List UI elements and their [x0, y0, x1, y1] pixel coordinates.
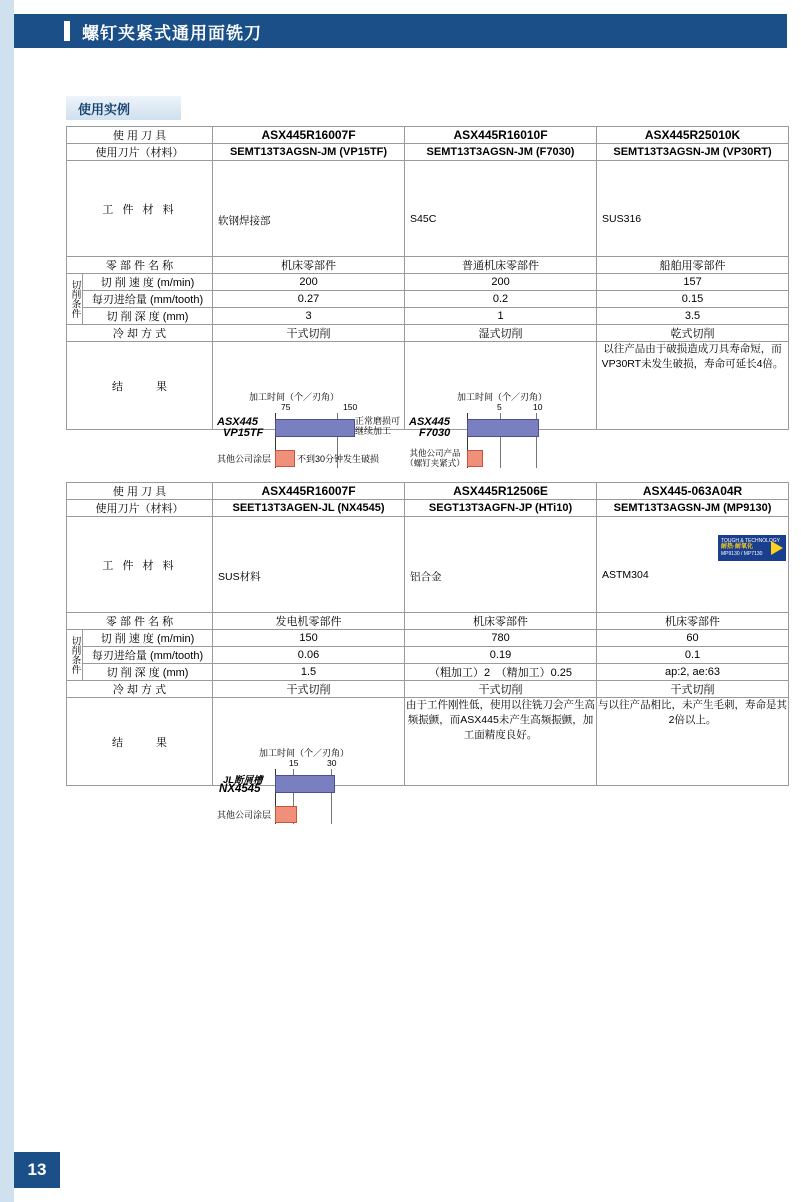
chart-3-series-label-1b: NX4545 [219, 782, 261, 795]
table-row [67, 144, 789, 161]
workpiece-cell-3 [597, 517, 789, 613]
chart-3-bar-competitor [275, 806, 297, 823]
part-3: 船舶用零部件 [597, 257, 789, 274]
table-row [67, 613, 789, 630]
row-label-insert: 使用刀片（材料） [67, 144, 213, 161]
part-2: 机床零部件 [405, 613, 597, 630]
page-title: 螺钉夹紧式通用面铣刀 [82, 23, 262, 43]
speed-2: 780 [405, 630, 597, 647]
chart-3-series-label-2: 其他公司涂层 [217, 809, 272, 820]
row-label-result: 结 果 [67, 698, 213, 786]
workpiece-material-2: S45C [410, 212, 437, 225]
table-row [67, 647, 789, 664]
speed-1: 200 [213, 274, 405, 291]
coolant-2: 干式切削 [405, 681, 597, 698]
row-label-result: 结 果 [67, 342, 213, 430]
speed-3: 60 [597, 630, 789, 647]
row-label-depth: 切 削 深 度 (mm) [83, 664, 213, 681]
section-label-text: 使用实例 [78, 101, 131, 117]
section-label [66, 96, 181, 120]
table-row [67, 257, 789, 274]
sticker-line-2: 耐热·耐氧化 [721, 543, 754, 550]
feed-2: 0.2 [405, 291, 597, 308]
table-row [67, 681, 789, 698]
part-1: 发电机零部件 [213, 613, 405, 630]
row-label-workpiece: 工 件 材 料 [67, 161, 213, 257]
depth-1: 3 [213, 308, 405, 325]
header-accent-bar [64, 21, 70, 41]
usage-example-table-1 [66, 126, 789, 468]
table-row-result [67, 342, 789, 430]
chart-2-bar-asx445 [467, 419, 539, 437]
chart-2-series-label-2: 其他公司产品（螺钉夹紧式） [405, 447, 465, 468]
insert-3: SEMT13T3AGSN-JM (VP30RT) [597, 144, 789, 161]
chart-1-series-label-2: 其他公司涂层 [217, 453, 272, 464]
result-text-3: 与以往产品相比，未产生毛刺，寿命是其2倍以上。 [597, 698, 789, 786]
result-cell-1 [213, 698, 405, 820]
row-label-coolant: 冷 却 方 式 [67, 325, 213, 342]
chart-1-title: 加工时间（个／刃角） [249, 391, 340, 402]
row-label-tool: 使 用 刀 具 [67, 483, 213, 500]
workpiece-material-3: SUS316 [602, 212, 642, 225]
table-row [67, 308, 789, 325]
row-label-tool: 使 用 刀 具 [67, 127, 213, 144]
workpiece-material-3: ASTM304 [602, 568, 649, 581]
chart-3-title: 加工时间（个／刃角） [259, 747, 350, 758]
row-label-cutting-conditions: 切削条件 [67, 274, 83, 325]
insert-1: SEET13T3AGEN-JL (NX4545) [213, 500, 405, 517]
feed-2: 0.19 [405, 647, 597, 664]
part-1: 机床零部件 [213, 257, 405, 274]
tool-2: ASX445R12506E [405, 483, 597, 500]
workpiece-material-1: 软钢焊接部 [218, 214, 271, 227]
product-badge-sticker [718, 535, 786, 561]
row-label-speed: 切 削 速 度 (m/min) [83, 630, 213, 647]
part-2: 普通机床零部件 [405, 257, 597, 274]
result-text-3: 以往产品由于破损造成刀具寿命短，而VP30RT未发生破损，寿命可延长4倍。 [597, 342, 789, 430]
table-row [67, 291, 789, 308]
insert-3: SEMT13T3AGSN-JM (MP9130) [597, 500, 789, 517]
feed-1: 0.27 [213, 291, 405, 308]
table-row [67, 127, 789, 144]
depth-3: ap:2, ae:63 [597, 664, 789, 681]
coolant-3: 乾式切削 [597, 325, 789, 342]
chart-3-tick-2: 30 [327, 757, 337, 768]
part-3: 机床零部件 [597, 613, 789, 630]
result-cell-1 [213, 342, 405, 464]
depth-2: （粗加工）2 （精加工）0.25 [405, 664, 597, 681]
depth-2: 1 [405, 308, 597, 325]
chart-1-tick-1: 75 [281, 401, 291, 412]
page-number: 13 [14, 1152, 60, 1188]
depth-3: 3.5 [597, 308, 789, 325]
tool-1: ASX445R16007F [213, 483, 405, 500]
chart-1-tick-2: 150 [343, 401, 358, 412]
chart-2-tick-2: 10 [533, 401, 543, 412]
table-row [67, 664, 789, 681]
feed-1: 0.06 [213, 647, 405, 664]
speed-3: 157 [597, 274, 789, 291]
table-row [67, 483, 789, 500]
row-label-part: 零 部 件 名 称 [67, 257, 213, 274]
tool-2: ASX445R16010F [405, 127, 597, 144]
speed-1: 150 [213, 630, 405, 647]
table-row [67, 630, 789, 647]
row-label-part: 零 部 件 名 称 [67, 613, 213, 630]
table-row [67, 500, 789, 517]
row-label-feed: 每刃进给量 (mm/tooth) [83, 291, 213, 308]
tool-1: ASX445R16007F [213, 127, 405, 144]
workpiece-cell-3 [597, 161, 789, 257]
insert-2: SEMT13T3AGSN-JM (F7030) [405, 144, 597, 161]
row-label-coolant: 冷 却 方 式 [67, 681, 213, 698]
sticker-arrow-icon [771, 541, 783, 555]
tool-3: ASX445R25010K [597, 127, 789, 144]
row-label-insert: 使用刀片（材料） [67, 500, 213, 517]
coolant-1: 干式切削 [213, 681, 405, 698]
chart-1-bar-competitor [275, 450, 295, 467]
chart-1-bar-asx445 [275, 419, 355, 437]
workpiece-cell-2 [405, 517, 597, 613]
table-row [67, 274, 789, 291]
workpiece-material-1: SUS材料 [218, 570, 261, 583]
insert-1: SEMT13T3AGSN-JM (VP15TF) [213, 144, 405, 161]
result-cell-2 [405, 342, 597, 468]
row-label-speed: 切 削 速 度 (m/min) [83, 274, 213, 291]
table-row-workpiece [67, 161, 789, 257]
coolant-1: 干式切削 [213, 325, 405, 342]
insert-2: SEGT13T3AGFN-JP (HTi10) [405, 500, 597, 517]
coolant-3: 干式切削 [597, 681, 789, 698]
row-label-cutting-conditions: 切削条件 [67, 630, 83, 681]
row-label-depth: 切 削 深 度 (mm) [83, 308, 213, 325]
usage-example-table-2 [66, 482, 789, 820]
chart-1-series-label-1a: ASX445 [217, 415, 258, 428]
feed-3: 0.1 [597, 647, 789, 664]
row-label-workpiece: 工 件 材 料 [67, 517, 213, 613]
chart-2-bar-competitor [467, 450, 483, 467]
chart-1-series-label-1b: VP15TF [223, 426, 264, 439]
table-row-workpiece [67, 517, 789, 613]
table-row [67, 325, 789, 342]
sticker-line-3: MP9130 / MP7130 [721, 551, 763, 558]
chart-3-series-label-1a: JL断屑槽 [223, 774, 263, 786]
chart-2-tick-1: 5 [497, 401, 502, 412]
speed-2: 200 [405, 274, 597, 291]
coolant-2: 湿式切削 [405, 325, 597, 342]
workpiece-material-2: 铝合金 [410, 570, 442, 583]
page-header [14, 14, 787, 48]
feed-3: 0.15 [597, 291, 789, 308]
row-label-feed: 每刃进给量 (mm/tooth) [83, 647, 213, 664]
chart-3-bar-nx4545 [275, 775, 335, 793]
chart-1-annotation-2: 不到30分钟发生破损 [297, 453, 380, 464]
chart-2-series-label-1a: ASX445 [409, 415, 450, 428]
depth-1: 1.5 [213, 664, 405, 681]
chart-1-annotation-1: 正常磨损可继续加工 [355, 415, 401, 437]
workpiece-cell-1 [213, 161, 405, 257]
left-decorative-bar [0, 0, 14, 1202]
chart-2-series-label-1b: F7030 [419, 426, 451, 439]
result-text-2: 由于工件刚性低，使用以往铣刀会产生高频振颤，而ASX445未产生高频振颤，加工面精度良好。 [405, 698, 597, 786]
workpiece-cell-2 [405, 161, 597, 257]
sticker-line-1: TOUGH & TECHNOLOGY [721, 537, 781, 544]
chart-2-title: 加工时间（个／刃角） [457, 391, 548, 402]
table-row-result [67, 698, 789, 786]
tool-3: ASX445-063A04R [597, 483, 789, 500]
workpiece-cell-1 [213, 517, 405, 613]
chart-3-tick-1: 15 [289, 757, 299, 768]
